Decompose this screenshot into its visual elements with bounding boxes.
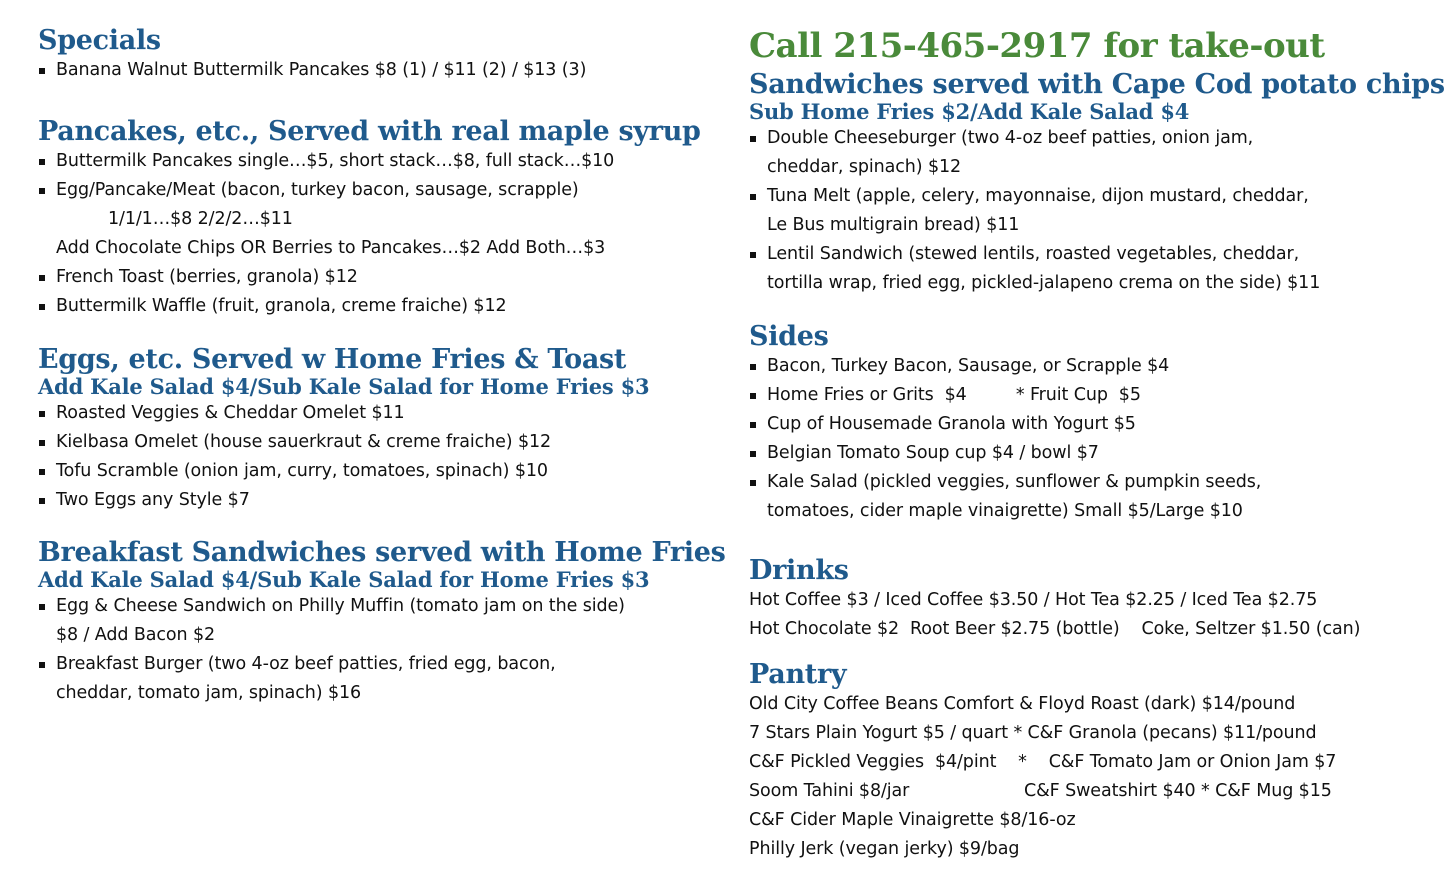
drinks-line: Hot Chocolate $2 Root Beer $2.75 (bottle) Coke, Seltzer $1.50 (can) xyxy=(749,619,1361,639)
takeout-callout-section xyxy=(749,26,1325,66)
item-line: Egg & Cheese Sandwich on Philly Muffin (tomato jam on the side) xyxy=(56,596,625,616)
specials-section xyxy=(38,26,586,85)
pantry-line: C&F Pickled Veggies $4/pint * C&F Tomato Jam or Onion Jam $7 xyxy=(749,752,1337,772)
item-line: 1/1/1…$8 2/2/2…$11 xyxy=(108,209,293,229)
eggs-heading: Eggs, etc. Served w Home Fries & Toast xyxy=(38,344,627,375)
sides-heading: Sides xyxy=(749,321,829,352)
item-line: Kale Salad (pickled veggies, sunflower & pumpkin seeds, xyxy=(767,472,1262,492)
item-line: tomatoes, cider maple vinaigrette) Small $5/Large $10 xyxy=(767,501,1243,521)
drinks-section xyxy=(749,556,1360,644)
breakfast-sandwiches-heading: Breakfast Sandwiches served with Home Fries xyxy=(38,537,726,568)
drinks-heading: Drinks xyxy=(749,555,849,586)
specials-list xyxy=(38,56,586,85)
list-item: Home Fries or Grits $4 * Fruit Cup $5 xyxy=(749,381,1261,410)
drinks-line: Hot Coffee $3 / Iced Coffee $3.50 / Hot Tea $2.25 / Iced Tea $2.75 xyxy=(749,590,1318,610)
list-item: Roasted Veggies & Cheddar Omelet $11 xyxy=(38,399,649,428)
breakfast-sandwiches-list xyxy=(38,592,726,708)
list-item: Tofu Scramble (onion jam, curry, tomatoes, spinach) $10 xyxy=(38,457,649,486)
item-line: $8 / Add Bacon $2 xyxy=(56,625,216,645)
pantry-line: Soom Tahini $8/jar C&F Sweatshirt $40 * C&F Mug $15 xyxy=(749,781,1332,801)
sandwiches-subheading: Sub Home Fries $2/Add Kale Salad $4 xyxy=(749,99,1190,124)
item-line: Tuna Melt (apple, celery, mayonnaise, dijon mustard, cheddar, xyxy=(767,186,1309,206)
list-item: Kielbasa Omelet (house sauerkraut & creme fraiche) $12 xyxy=(38,428,649,457)
list-item xyxy=(749,240,1445,298)
item-line: cheddar, spinach) $12 xyxy=(767,157,962,177)
item-line: tortilla wrap, fried egg, pickled-jalapeno crema on the side) $11 xyxy=(767,273,1321,293)
list-item xyxy=(38,592,726,650)
sandwiches-list xyxy=(749,124,1445,298)
item-line: Lentil Sandwich (stewed lentils, roasted vegetables, cheddar, xyxy=(767,244,1300,264)
takeout-callout: Call 215-465-2917 for take-out xyxy=(749,26,1325,66)
item-line: Egg/Pancake/Meat (bacon, turkey bacon, sausage, scrapple) xyxy=(56,180,579,200)
sides-section xyxy=(749,322,1261,526)
pancakes-heading: Pancakes, etc., Served with real maple syrup xyxy=(38,116,701,147)
breakfast-sandwiches-section xyxy=(38,538,726,708)
specials-heading: Specials xyxy=(38,25,161,56)
pantry-line: 7 Stars Plain Yogurt $5 / quart * C&F Granola (pecans) $11/pound xyxy=(749,723,1317,743)
pancakes-section xyxy=(38,117,701,321)
breakfast-sandwiches-subheading: Add Kale Salad $4/Sub Kale Salad for Home Fries $3 xyxy=(38,567,650,592)
pantry-line: Old City Coffee Beans Comfort & Floyd Roast (dark) $14/pound xyxy=(749,694,1296,714)
item-line: Breakfast Burger (two 4-oz beef patties, fried egg, bacon, xyxy=(56,654,556,674)
list-item: French Toast (berries, granola) $12 xyxy=(38,263,701,292)
pantry-section xyxy=(749,660,1336,864)
list-item xyxy=(749,182,1445,240)
pancakes-list xyxy=(38,147,701,321)
list-item xyxy=(38,650,726,708)
list-item: Banana Walnut Buttermilk Pancakes $8 (1) / $11 (2) / $13 (3) xyxy=(38,56,586,85)
sandwiches-section xyxy=(749,70,1445,298)
pantry-line: Philly Jerk (vegan jerky) $9/bag xyxy=(749,839,1020,859)
item-line: Le Bus multigrain bread) $11 xyxy=(767,215,1020,235)
sides-list xyxy=(749,352,1261,526)
list-item xyxy=(749,124,1445,182)
list-item xyxy=(38,176,701,234)
list-item: Belgian Tomato Soup cup $4 / bowl $7 xyxy=(749,439,1261,468)
sandwiches-heading: Sandwiches served with Cape Cod potato chips xyxy=(749,69,1445,100)
list-item: Buttermilk Pancakes single…$5, short stack…$8, full stack…$10 xyxy=(38,147,701,176)
list-item: Buttermilk Waffle (fruit, granola, creme fraiche) $12 xyxy=(38,292,701,321)
item-line: cheddar, tomato jam, spinach) $16 xyxy=(56,683,362,703)
pantry-line: C&F Cider Maple Vinaigrette $8/16-oz xyxy=(749,810,1076,830)
eggs-subheading: Add Kale Salad $4/Sub Kale Salad for Home Fries $3 xyxy=(38,374,650,399)
pantry-heading: Pantry xyxy=(749,659,847,690)
list-item: Cup of Housemade Granola with Yogurt $5 xyxy=(749,410,1261,439)
list-item: Add Chocolate Chips OR Berries to Pancakes…$2 Add Both…$3 xyxy=(56,238,606,258)
list-item: Two Eggs any Style $7 xyxy=(38,486,649,515)
item-line: Double Cheeseburger (two 4-oz beef patties, onion jam, xyxy=(767,128,1254,148)
list-item: Bacon, Turkey Bacon, Sausage, or Scrapple $4 xyxy=(749,352,1261,381)
eggs-section xyxy=(38,345,649,515)
eggs-list xyxy=(38,399,649,515)
list-item xyxy=(749,468,1261,526)
